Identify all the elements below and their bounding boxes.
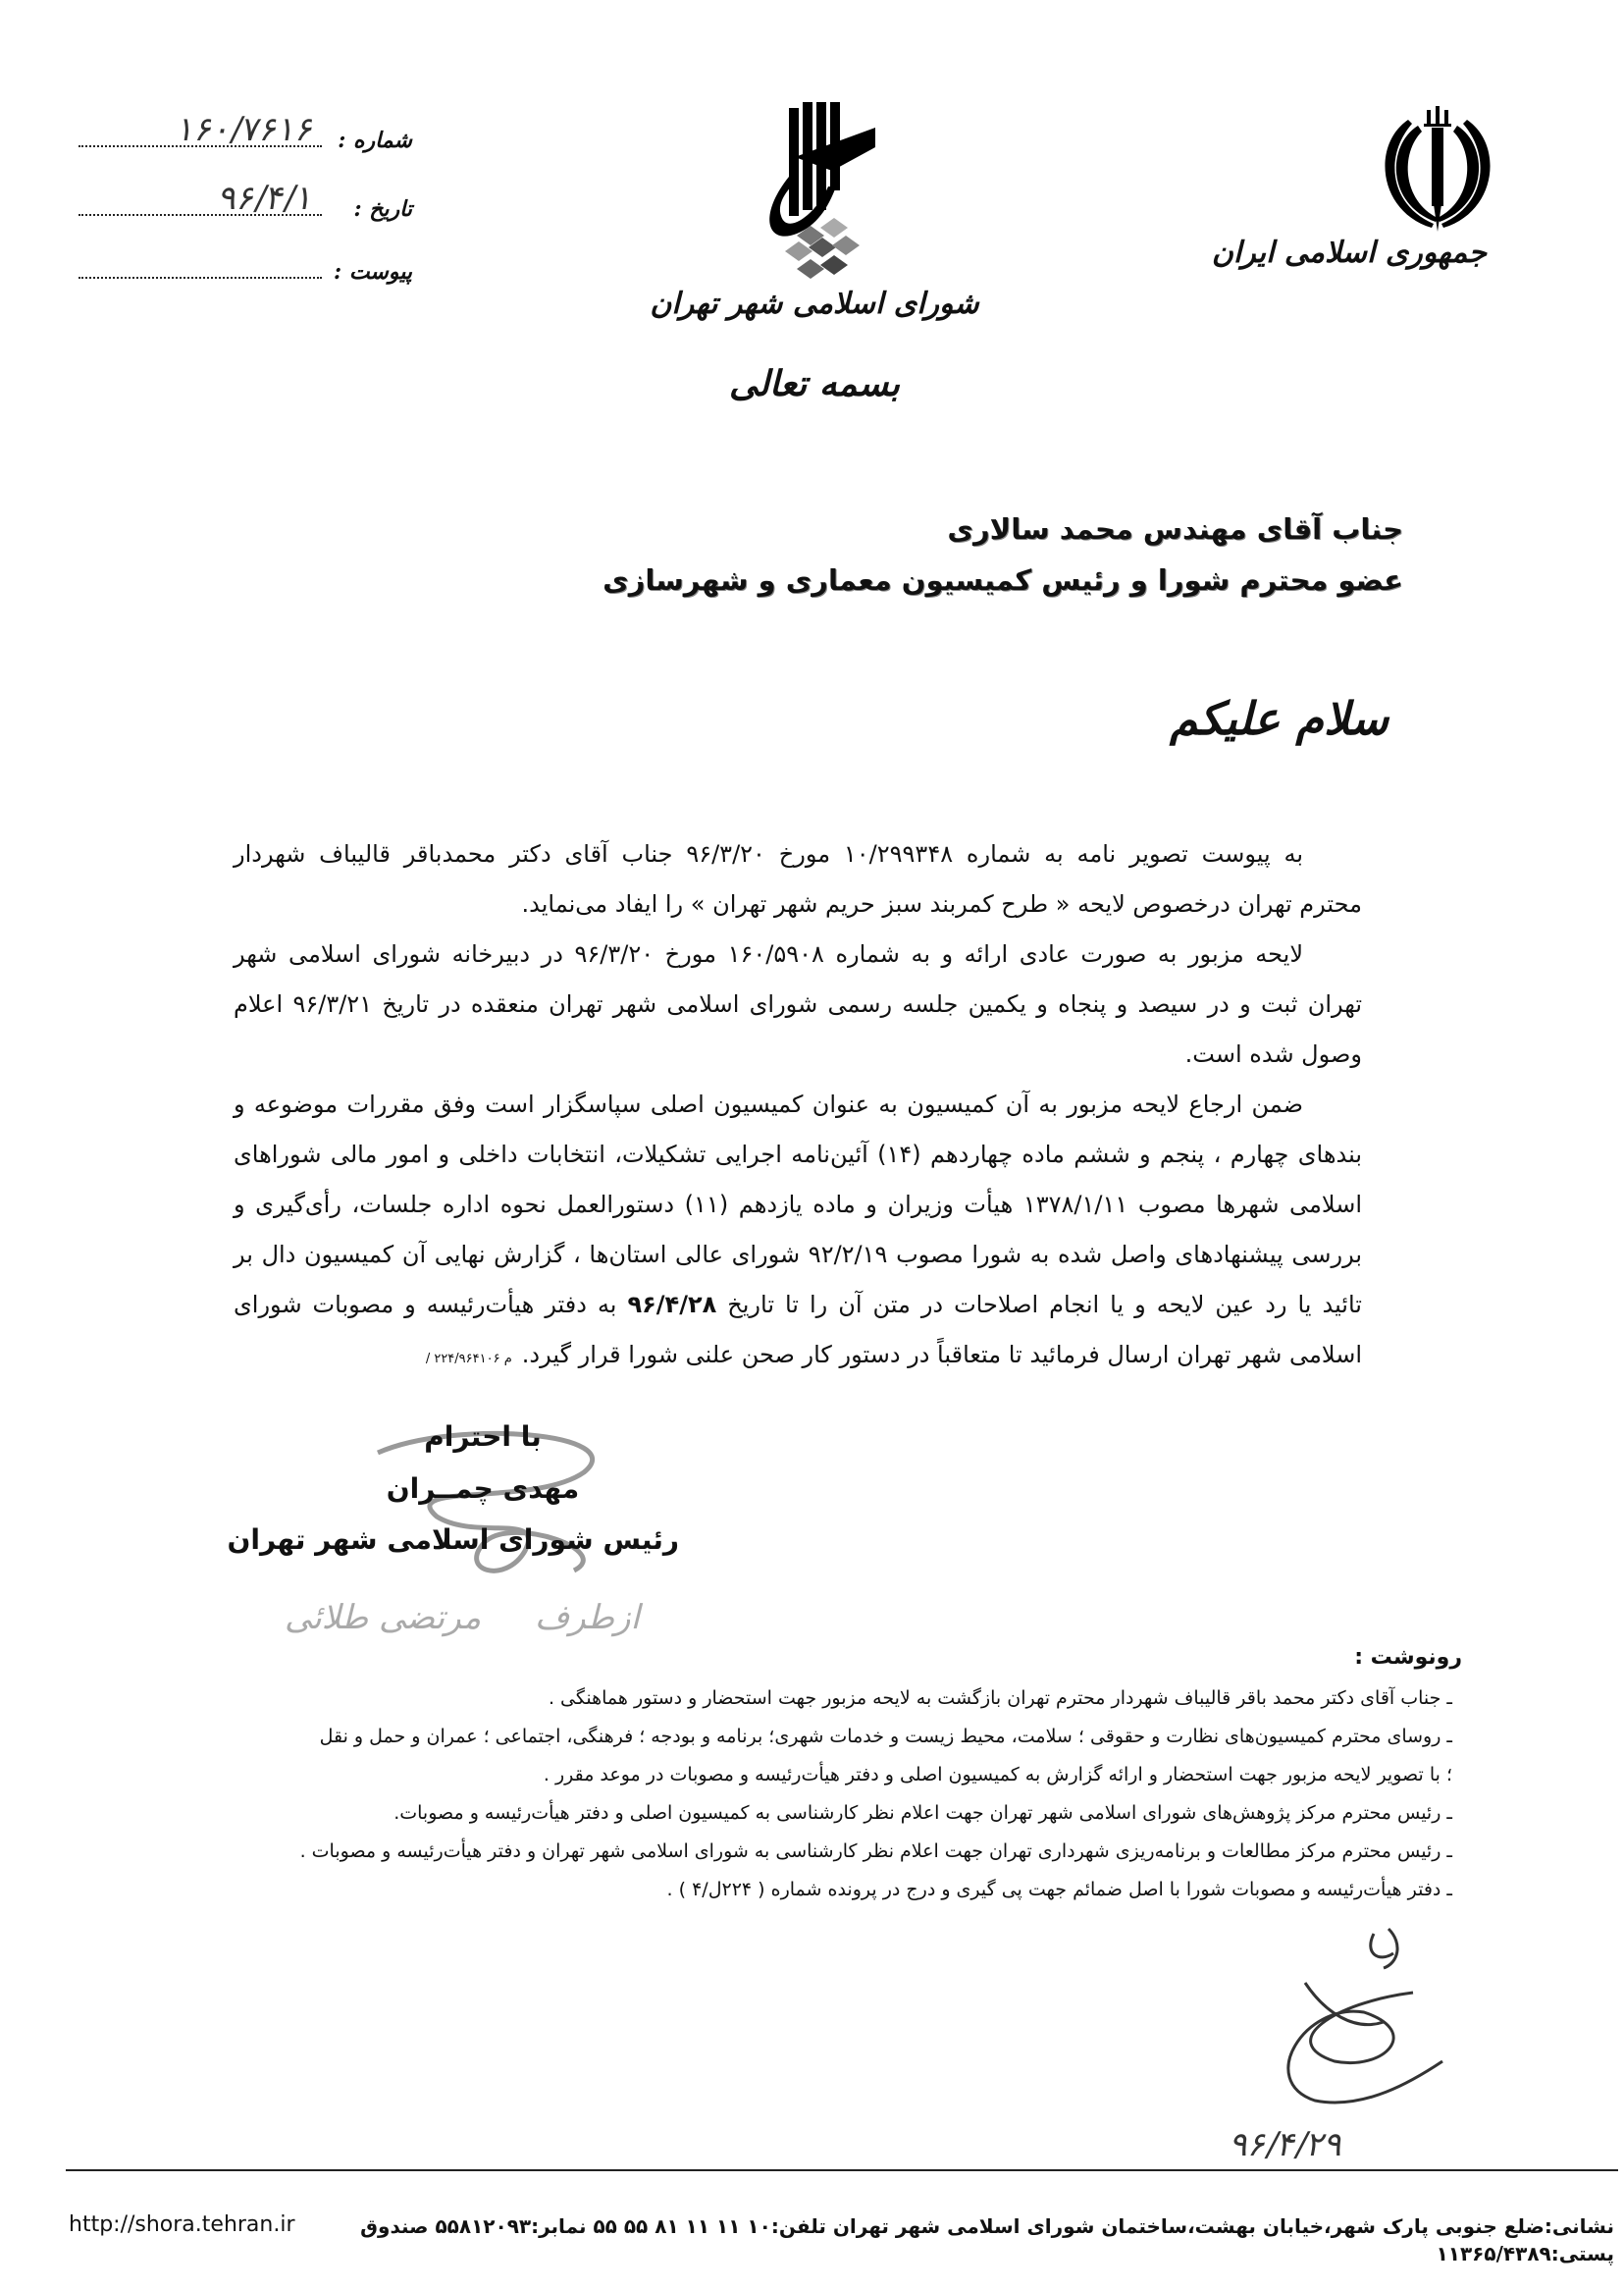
signatory-title: رئیس شورای اسلامی شهر تهران [227,1523,679,1556]
cc-item: ـ جناب آقای دکتر محمد باقر قالیباف شهردار محترم تهران بازگشت به لایحه مزبور جهت استحضار و دستور هماهنگی . [548,1687,1452,1709]
on-behalf-label: ازطرف [535,1598,640,1637]
tehran-council-logo [738,98,885,287]
council-name: شورای اسلامی شهر تهران [650,287,979,321]
body-line: اسلامی شهرها مصوب ۱۳۷۸/۱/۱۱ هیأت وزیران و ماده یازدهم (۱۱) دستورالعمل نحوه اداره جلسات، رأی‌گیری و [234,1191,1362,1218]
letter-date-label: تاریخ : [353,196,412,222]
attachment-label: پیوست : [334,259,412,285]
body-line: لایحه مزبور به صورت عادی ارائه و به شماره ۱۶۰/۵۹۰۸ مورخ ۹۶/۳/۲۰ در دبیرخانه شورای اسلامی شهر [234,940,1304,968]
body-line [234,1283,1362,1333]
cc-item: ـ روسای محترم کمیسیون‌های نظارت و حقوقی ؛ سلامت، محیط زیست و خدمات شهری؛ برنامه و بودجه ؛ فرهنگی، اجتماعی ؛ عمران و حمل و نقل [319,1726,1452,1747]
body-line: به پیوست تصویر نامه به شماره ۱۰/۲۹۹۳۴۸ مورخ ۹۶/۳/۲۰ جناب آقای دکتر محمدباقر قالیباف شهردار [234,840,1304,868]
body-text: تائید یا رد عین لایحه و یا انجام اصلاحات در متن آن را تا تاریخ [727,1291,1362,1318]
footer-divider [66,2169,1618,2171]
handwritten-signature [1217,1924,1452,2140]
on-behalf-name: مرتضی طلائی [285,1598,482,1637]
handwritten-date: ۹۶/۴/۲۹ [1227,2125,1348,2164]
bismillah-heading: بسمه تعالی [728,363,901,404]
cc-item: ـ رئیس محترم مرکز پژوهش‌های شورای اسلامی شهر تهران جهت اعلام نظر کارشناسی به کمیسیون اصلی و دفتر هیأت‌رئیسه و مصوبات. [393,1802,1452,1824]
attachment-field [49,243,412,287]
cc-title: رونوشت : [1354,1645,1462,1670]
letter-body [234,832,1362,1383]
body-line [234,1333,1362,1383]
footer-url[interactable]: http://shora.tehran.ir [69,2212,295,2237]
letter-number-field [49,112,412,155]
letter-date-value: ۹۶/۴/۱ [216,179,318,218]
letter-number-value: ۱۶۰/۷۶۱۶ [174,110,318,149]
dotted-line [79,277,322,279]
body-line: وصول شده است. [1184,1040,1362,1068]
letter-number-label: شماره : [338,128,412,153]
body-line: ضمن ارجاع لایحه مزبور به آن کمیسیون به عنوان کمیسیون اصلی سپاسگزار است وفق مقررات موضوعه و [234,1091,1303,1118]
reference-code: م ۲۲۴/۹۶۴۱۰۶ / [425,1352,512,1366]
letter-date-field [49,181,412,224]
body-line: بندهای چهارم ، پنجم و ششم ماده چهاردهم (۱۴) آئین‌نامه اجرایی تشکیلات، انتخابات داخلی و امور مالی شوراهای [234,1141,1362,1168]
body-text: به دفتر هیأت‌رئیسه و مصوبات شورای [234,1291,617,1318]
closing: با احترام [424,1420,542,1453]
addressee-title: عضو محترم شورا و رئیس کمیسیون معماری و شهرسازی [602,563,1403,597]
body-line: بررسی پیشنهادهای واصل شده به شورا مصوب ۹۲/۲/۱۹ شورای عالی استان‌ها ، گزارش نهایی آن کمیسیون دال بر [234,1241,1363,1268]
greeting: سلام علیکم [1169,692,1388,745]
deadline-date: ۹۶/۴/۲۸ [627,1291,717,1318]
signatory-name: مهدی چمــران [386,1472,580,1505]
cc-item: ؛ با تصویر لایحه مزبور جهت استحضار و ارائه گزارش به کمیسیون اصلی و دفتر هیأت‌رئیسه و مصوبات در موعد مقرر . [543,1764,1452,1785]
cc-list [226,1680,1452,1910]
body-text: اسلامی شهر تهران ارسال فرمائید تا متعاقباً در دستور کار صحن علنی شورا قرار گیرد. [521,1341,1362,1368]
emblem-caption: جمهوری اسلامی ایران [1211,236,1487,270]
iran-emblem-icon [1379,106,1496,232]
cc-item: ـ رئیس محترم مرکز مطالعات و برنامه‌ریزی شهرداری تهران جهت اعلام نظر کارشناسی به شورای اسلامی شهر تهران و دفتر هیأت‌رئیسه و مصوبات . [299,1840,1452,1862]
body-line: محترم تهران درخصوص لایحه « طرح کمربند سبز حریم شهر تهران » را ایفاد می‌نماید. [521,890,1362,918]
addressee-name: جناب آقای مهندس محمد سالاری [947,512,1403,546]
footer-address: نشانی:ضلع جنوبی پارک شهر،خیابان بهشت،ساختمان شورای اسلامی شهر تهران تلفن:۱۰ ۱۱ ۱۱ ۸۱ ۵۵ ۵۵ نمابر:۵۵۸۱۲۰۹۳ صندوق پستی:۱۱۳۶۵/۴۳۸۹ [360,2214,1614,2265]
cc-item: ـ دفتر هیأت‌رئیسه و مصوبات شورا با اصل ضمائم جهت پی گیری و درج در پرونده شماره ( ۲۲۴ل/۴ ) . [666,1879,1452,1900]
body-line: تهران ثبت و در سیصد و پنجاه و یکمین جلسه رسمی شورای اسلامی شهر تهران منعقده در تاریخ ۹۶/۳/۲۱ اعلام [234,990,1363,1018]
